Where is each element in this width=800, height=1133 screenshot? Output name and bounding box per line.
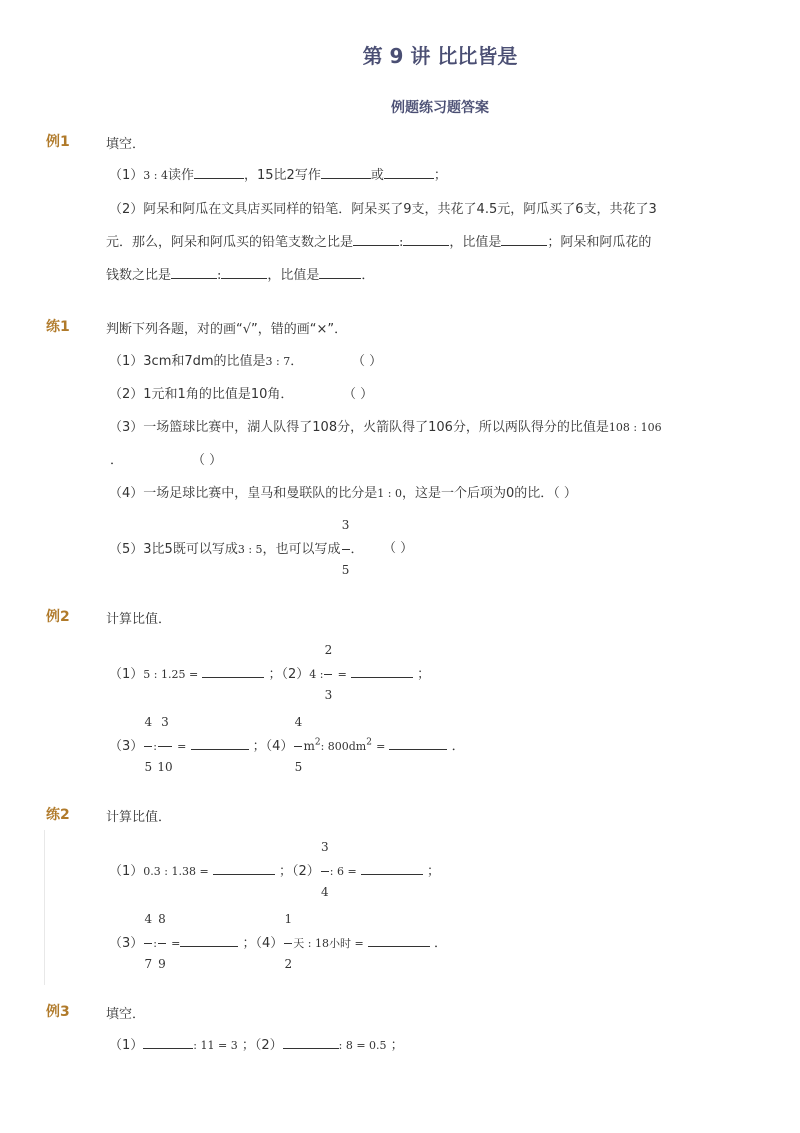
question-number: （1） (109, 667, 144, 682)
punctuation: ； (426, 864, 440, 879)
punctuation: ； (417, 667, 431, 682)
question-text: 钱数之比是 (106, 268, 172, 283)
question-number: （2） (291, 864, 320, 879)
ratio-expression: 108 : 106 (608, 421, 662, 434)
answer-blank[interactable] (221, 266, 267, 279)
question-text: ． (350, 542, 364, 557)
practice-1-question-2: （2）1元和1角的比值是10角． (109, 387, 294, 402)
answer-paren[interactable]: （ ） (192, 453, 223, 468)
exponent: 2 (314, 737, 321, 748)
colon: : (153, 740, 157, 753)
question-text: （3）一场篮球比赛中，湖人队得了108分，火箭队得了106分，所以两队得分的比值是 (109, 420, 609, 435)
math-expression: 5 : 1.25 = (143, 668, 199, 681)
punctuation: ； (278, 864, 292, 879)
math-expression: 4 : (309, 668, 324, 681)
example-3-question-row (109, 1034, 404, 1053)
punctuation: ； (242, 936, 256, 951)
math-expression: m (303, 739, 315, 753)
answer-blank[interactable] (180, 934, 238, 947)
answer-blank[interactable] (501, 233, 547, 246)
example-1-question-1 (109, 164, 447, 183)
fraction: $\frac{4}{7}$ (144, 912, 153, 971)
question-text: 元．那么，阿呆和阿瓜买的铅笔支数之比是 (106, 235, 354, 250)
question-text: ，也可以写成 (262, 542, 341, 557)
fraction: $\frac{2}{3}$ (324, 643, 333, 702)
equals-sign: = (177, 740, 187, 753)
answer-blank[interactable] (321, 166, 371, 179)
answer-blank[interactable] (353, 233, 399, 246)
ratio-expression: 3 : 4 (143, 169, 168, 182)
example-3-label: 例3 (46, 1004, 70, 1020)
answer-blank[interactable] (143, 1036, 193, 1049)
answer-blank[interactable] (384, 166, 434, 179)
answer-blank[interactable] (361, 862, 423, 875)
question-number: （4） (255, 936, 284, 951)
math-expression: : 6 = (329, 865, 357, 878)
ratio-expression: 1 : 0 (377, 487, 402, 500)
answer-paren[interactable]: （ ） (383, 541, 414, 556)
example-3-instruction: 填空． (106, 1007, 146, 1022)
question-number: （1） (109, 864, 144, 879)
practice-1-question-3 (109, 416, 662, 435)
math-expression: : 11 = 3 (193, 1039, 238, 1052)
practice-2-row-2 (109, 912, 448, 971)
exponent: 2 (366, 737, 372, 748)
question-number: （3） (109, 936, 144, 951)
question-text: 或 (370, 168, 384, 183)
question-text: ；阿呆和阿瓜花的 (547, 235, 652, 250)
question-text: ，这是一个后项为0的比．（ ） (401, 486, 577, 501)
fraction: $\frac{4}{5}$ (294, 715, 303, 774)
ratio-expression: 3 : 7 (265, 355, 291, 368)
punctuation: ． (451, 739, 465, 754)
example-1-question-2-line-3 (106, 264, 374, 283)
practice-2-instruction: 计算比值． (106, 810, 172, 825)
answer-blank[interactable] (171, 266, 217, 279)
question-number: （1） (109, 168, 144, 183)
question-text: （1）3cm和7dm的比值是 (109, 354, 266, 369)
answer-blank[interactable] (202, 665, 264, 678)
answer-blank[interactable] (319, 266, 361, 279)
equals-sign: = (171, 937, 181, 950)
practice-1-question-5 (109, 518, 364, 577)
answer-blank[interactable] (213, 862, 275, 875)
question-text: ． (361, 268, 375, 283)
page-subtitle: 例题练习题答案 (391, 100, 489, 116)
math-expression: : 800dm (320, 740, 367, 753)
answer-blank[interactable] (191, 737, 249, 750)
section-divider (44, 830, 45, 985)
question-text: ； (433, 168, 447, 183)
punctuation: ； (252, 739, 266, 754)
practice-1-label: 练1 (46, 319, 70, 335)
answer-blank[interactable] (389, 737, 447, 750)
ratio-expression: 3 : 5 (237, 543, 263, 556)
fraction: $\frac{1}{2}$ (284, 912, 293, 971)
punctuation: ． (434, 936, 448, 951)
practice-1-question-1 (109, 350, 303, 369)
example-1-label: 例1 (46, 134, 70, 150)
practice-2-row-1 (109, 840, 440, 899)
question-text: ，15比2写作 (244, 168, 321, 183)
answer-blank[interactable] (368, 934, 430, 947)
math-expression: : 8 = 0.5 (338, 1039, 387, 1052)
fraction: $\frac{8}{9}$ (158, 912, 166, 971)
example-1-instruction: 填空． (106, 137, 146, 152)
example-2-label: 例2 (46, 609, 70, 625)
question-text: ，比值是 (267, 268, 320, 283)
example-2-instruction: 计算比值． (106, 612, 172, 627)
answer-blank[interactable] (403, 233, 449, 246)
colon: : (153, 937, 157, 950)
practice-1-instruction: 判断下列各题，对的画“√”，错的画“×”． (106, 322, 348, 337)
example-2-row-2 (109, 715, 465, 774)
question-number: （1） (109, 1038, 144, 1053)
equals-sign: = (376, 740, 386, 753)
math-expression: 天 : 18小时 = (293, 937, 364, 950)
practice-1-question-4 (109, 482, 577, 501)
question-text: ，比值是 (449, 235, 502, 250)
example-1-question-2-line-2 (106, 231, 651, 250)
fraction: $\frac{3}{4}$ (320, 840, 329, 899)
question-number: （3） (109, 739, 144, 754)
answer-paren[interactable]: （ ） (352, 354, 383, 369)
question-number: （4） (265, 739, 294, 754)
question-number: （2） (281, 667, 310, 682)
question-number: ；（2） (241, 1038, 283, 1053)
question-text: （4）一场足球比赛中，皇马和曼联队的比分是 (109, 486, 378, 501)
math-expression: 0.3 : 1.38 = (143, 865, 209, 878)
punctuation: ； (390, 1038, 404, 1053)
answer-blank[interactable] (283, 1036, 339, 1049)
fraction: $\frac{3}{5}$ (341, 518, 350, 577)
answer-blank[interactable] (194, 166, 244, 179)
fraction: $\frac{3}{10}$ (157, 715, 173, 774)
colon: : (217, 268, 222, 283)
answer-blank[interactable] (351, 665, 413, 678)
question-text: ． (290, 354, 304, 369)
answer-paren[interactable]: （ ） (343, 387, 374, 402)
example-2-row-1 (109, 643, 431, 702)
example-1-question-2-line-1: （2）阿呆和阿瓜在文具店买同样的铅笔．阿呆买了9支，共花了4.5元，阿瓜买了6支，共花了3 (109, 202, 657, 217)
page-title: 第 9 讲 比比皆是 (362, 44, 518, 68)
colon: : (399, 235, 404, 250)
fraction: $\frac{4}{5}$ (144, 715, 153, 774)
question-text: ． (110, 453, 124, 468)
question-text: 读作 (167, 168, 194, 183)
practice-2-label: 练2 (46, 807, 70, 823)
equals-sign: = (337, 668, 347, 681)
punctuation: ； (268, 667, 282, 682)
question-text: （5）3比5既可以写成 (109, 542, 238, 557)
